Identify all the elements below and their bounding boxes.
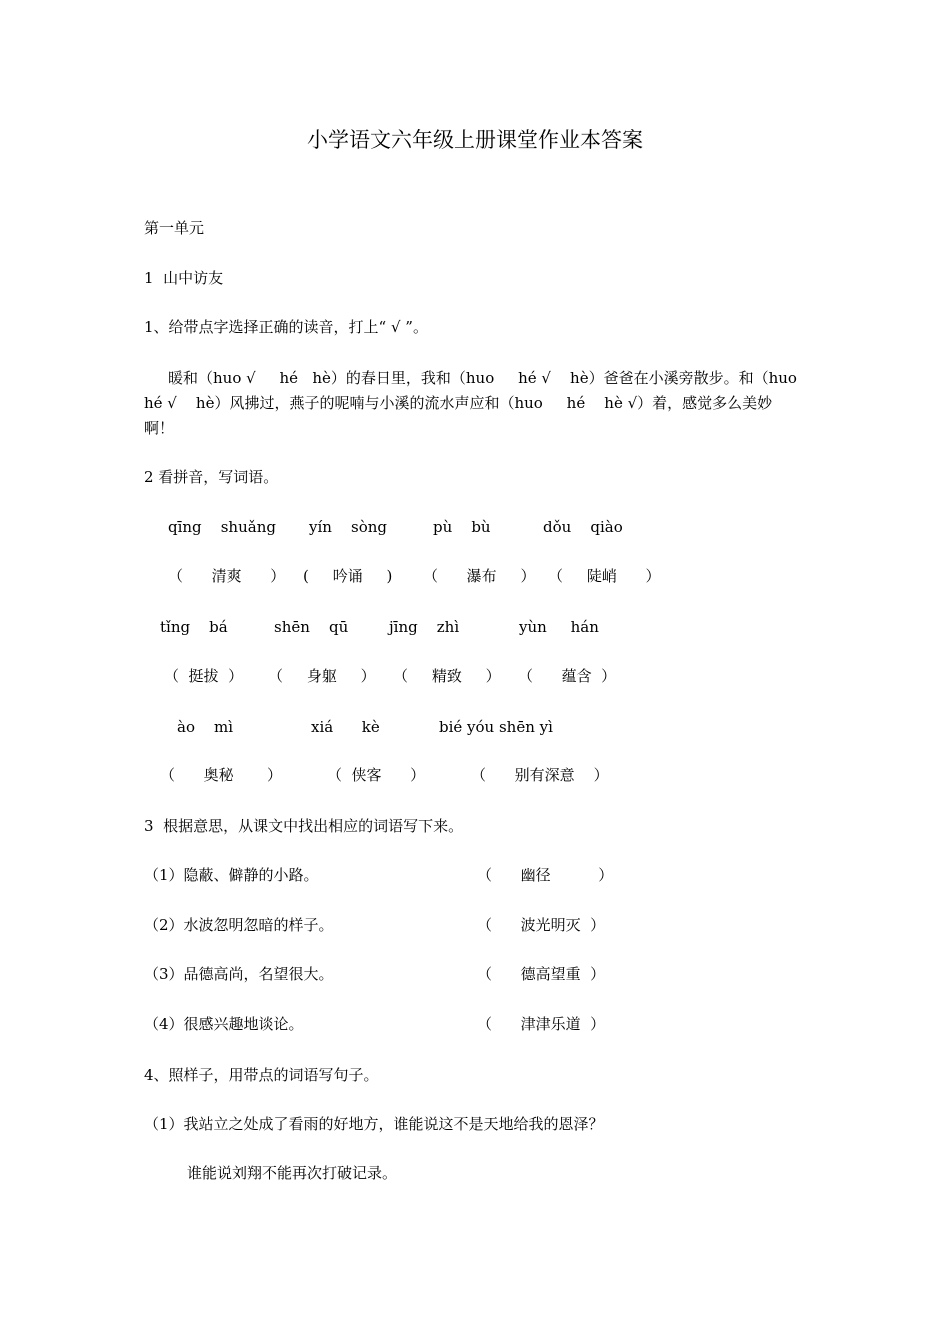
answer-item: （ 陡峭 ） — [548, 567, 661, 585]
answer-item: （ 清爽 ） — [168, 567, 286, 585]
pinyin-row — [0, 517, 950, 539]
q4-item: （1）我站立之处成了看雨的好地方，谁能说这不是天地给我的恩泽？ — [144, 1115, 604, 1133]
answer-row — [0, 566, 950, 588]
q3-item — [0, 865, 950, 887]
answer-item: （ 别有深意 ） — [471, 766, 609, 784]
pinyin-item: yùn hán — [519, 618, 599, 636]
q1-text-line-1: 暖和（huo √ hé hè）的春日里，我和（huo hé √ hè）爸爸在小溪旁散步。和（huo — [168, 369, 797, 387]
q4-answer: 谁能说刘翔不能再次打破记录。 — [187, 1164, 398, 1182]
q3-item — [0, 915, 950, 937]
q4-heading: 4、照样子，用带点的词语写句子。 — [144, 1066, 379, 1084]
pinyin-item: ào mì — [177, 718, 234, 736]
q1-text-line-2: hé √ hè）风拂过，燕子的呢喃与小溪的流水声应和（huo hé hè √）着，感觉多么美妙 — [144, 394, 773, 412]
pinyin-item: xiá kè — [311, 718, 380, 736]
pinyin-item: dǒu qiào — [543, 518, 623, 536]
q2-heading: 2 看拼音，写词语。 — [144, 468, 279, 486]
q1-heading: 1、给带点字选择正确的读音，打上“ √ ”。 — [144, 318, 428, 336]
pinyin-item: tǐng bá — [160, 618, 228, 636]
answer-row — [0, 765, 950, 787]
q3-question: （3）品德高尚，名望很大。 — [144, 965, 334, 983]
q3-question: （1）隐蔽、僻静的小路。 — [144, 866, 319, 884]
q3-question: （4）很感兴趣地谈论。 — [144, 1015, 304, 1033]
pinyin-item: qīng shuǎng — [168, 518, 276, 536]
lesson-heading: 1 山中访友 — [144, 269, 224, 287]
q3-question: （2）水波忽明忽暗的样子。 — [144, 916, 334, 934]
q3-answer: （ 波光明灭 ） — [477, 916, 606, 934]
pinyin-item: bié yóu shēn yì — [439, 718, 553, 736]
pinyin-item: jīng zhì — [389, 618, 460, 636]
q3-item — [0, 1014, 950, 1036]
answer-item: （ 蕴含 ） — [518, 667, 617, 685]
q3-answer: （ 幽径 ） — [477, 866, 614, 884]
answer-item: （ 挺拔 ） — [164, 667, 244, 685]
q3-answer: （ 德高望重 ） — [477, 965, 606, 983]
q3-item — [0, 964, 950, 986]
answer-item: （ 奥秘 ） — [160, 766, 282, 784]
q3-heading: 3 根据意思，从课文中找出相应的词语写下来。 — [144, 817, 464, 835]
pinyin-row — [0, 717, 950, 739]
answer-item: （ 身躯 ） — [268, 667, 376, 685]
pinyin-item: shēn qū — [274, 618, 349, 636]
answer-item: （ 瀑布 ） — [423, 567, 536, 585]
q3-answer: （ 津津乐道 ） — [477, 1015, 606, 1033]
unit-heading: 第一单元 — [144, 219, 205, 237]
q1-text-line-3: 啊！ — [144, 419, 175, 437]
answer-row — [0, 666, 950, 688]
document-title: 小学语文六年级上册课堂作业本答案 — [307, 128, 643, 152]
pinyin-item: pù bù — [433, 518, 491, 536]
answer-item: ( 吟诵 ) — [303, 567, 393, 585]
pinyin-row — [0, 617, 950, 639]
answer-item: （ 精致 ） — [393, 667, 501, 685]
answer-item: （ 侠客 ） — [327, 766, 426, 784]
pinyin-item: yín sòng — [309, 518, 387, 536]
